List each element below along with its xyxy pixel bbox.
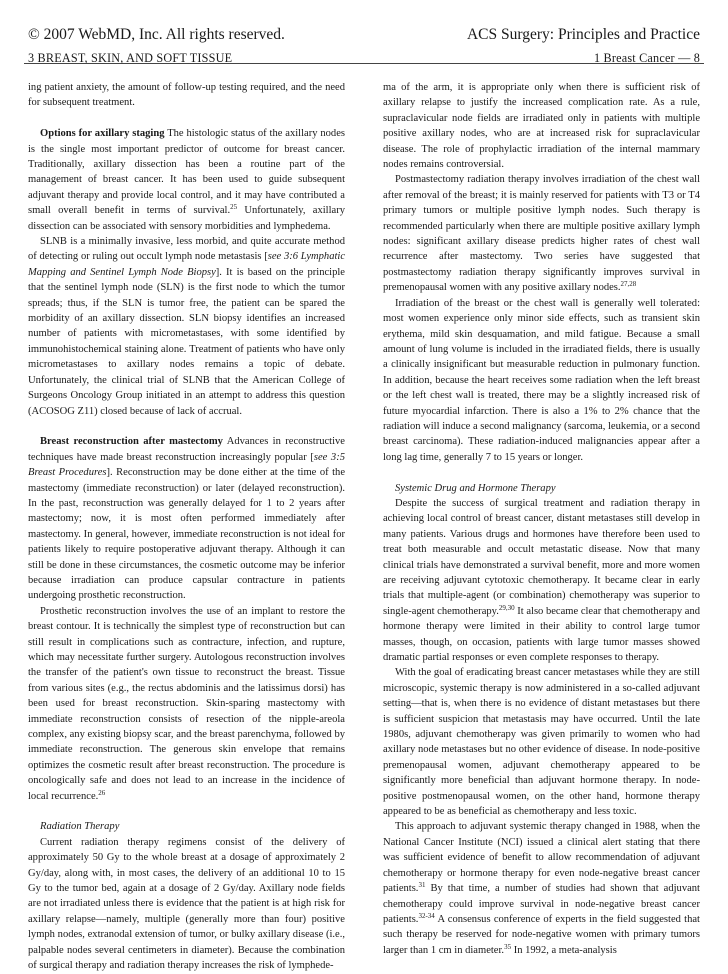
paragraph: This approach to adjuvant systemic therapy changed in 1988, when the National Cancer Institute (NCI) issued a clinical alert stating that there was sufficient evidence of benefit to allow recommendation of adjuvant chemotherapy or hormone therapy for even node-negative breast cancer patients.$^{31}$ By that time, a number of studies had shown that adjuvant chemotherapy could improve survival in node-negative breast cancer patients.$^{32-34}$ A consensus conference of experts in the field suggested that such therapy be reserved for node-negative women with primary tumors larger than 1 cm in diameter.$^{35}$ In 1992, a meta-analysis: [383, 821, 700, 956]
copyright-notice: © 2007 WebMD, Inc. All rights reserved.: [28, 26, 285, 43]
right-column: [383, 80, 700, 956]
paragraph: Postmastectomy radiation therapy involves irradiation of the chest wall after removal of the breast; it is mainly reserved for patients with T3 or T4 primary tumors or multiple positive lymph nodes. Such therapy is recommended particularly when there are multiple positive axillary lymph nodes: significant axillary disease predicts higher rates of chest wall recurrence after mastectomy. Two series have suggested that postmastectomy radiation therapy significantly improves survival in premenopausal women with any positive axillary nodes.$^{27,28}$: [383, 174, 700, 294]
citation: 35: [504, 942, 512, 951]
paragraph: ma of the arm, it is appropriate only when there is sufficient risk of axillary relapse to justify the increased complication rate. As a rule, supraclavicular node fields are irradiated only in patients with multiple positive axillary nodes, who are at increased risk for supraclavicular disease. The role of prophylactic irradiation of the internal mammary nodes remains controversial.: [383, 82, 700, 171]
paragraph: With the goal of eradicating breast cancer metastases while they are still microscopic, systemic therapy is now administered in a so-called adjuvant setting—that is, when there is no evidence of distant metastases but there is sufficient suspicion that metastasis may have occurred. Until the late 1980s, adjuvant chemotherapy was given primarily to women who had axillary node metastases but no other evidence of disease. In node-positive premenopausal women, adjuvant chemotherapy appeared to be significantly more beneficial than adjuvant hormone therapy. In node-positive postmenopausal women, on the other hand, hormone therapy appeared to be as beneficial as chemotherapy and less toxic.: [383, 667, 700, 818]
citation: 26: [98, 788, 106, 797]
citation: 27,28: [620, 280, 637, 289]
subsection-heading: Radiation Therapy: [40, 821, 120, 833]
paragraph: Current radiation therapy regimens consist of the delivery of approximately 50 Gy to the whole breast at a dosage of approximately 2 Gy/day, along with, in most cases, the delivery of an additional 10 to 15 Gy to the tumor bed, again at a dosage of 2 Gy/day. Axillary node fields are not irradiated unless there is evidence that the patient is at high risk for axillary relapse—namely, multiple (generally more than four) positive lymph nodes, extranodal extension of tumor, or bulky axillary disease (i.e., palpable nodes several centimeters in diameter). Because the combination of surgical therapy and radiation therapy increases the risk of lymphede-: [28, 836, 345, 972]
book-title: ACS Surgery: Principles and Practice: [466, 26, 700, 43]
paragraph: Irradiation of the breast or the chest wall is generally well tolerated: most women experience only minor side effects, such as transient skin erythema, mild skin desquamation, and mild fatigue. Because a small amount of lung volume is included in the irradiated fields, there is usually a clinically insignificant but measurable reduction in pulmonary function. In addition, because the heart receives some radiation when the left breast or the left chest wall is treated, there may be a slightly increased risk of future myocardial infarction. There is also a 1% to 2% chance that the radiation will induce a second malignancy (sarcoma, leukemia, or a second breast carcinoma). These radiation-induced malignancies appear after a long lag time, generally 7 to 15 years or longer.: [383, 297, 700, 463]
paragraph: Breast reconstruction after mastectomy Advances in reconstructive techniques have made breast reconstruction increasingly popular [see 3:5 Breast Procedures]. Reconstruction may be done either at the time of the mastectomy (immediate reconstruction) or later (delayed reconstruction). In the past, reconstruction was generally delayed for 1 to 2 years after mastectomy; now, it is most often performed immediately after mastectomy. In general, however, immediate reconstruction is not ideal for patients likely to require postoperative adjuvant therapy. Although it can still be done in these circumstances, the cosmetic outcome may be inferior because irradiation can produce capsular contracture in patients undergoing prosthetic reconstruction.: [28, 436, 345, 602]
subsection-heading: Systemic Drug and Hormone Therapy: [395, 482, 556, 494]
cross-reference: see 3:5 Breast Procedures: [28, 451, 345, 479]
paragraph: ing patient anxiety, the amount of follow-up testing required, and the need for subsequent treatment.: [28, 82, 345, 109]
citation: 25: [230, 203, 238, 212]
cross-reference: see 3:6 Lymphatic Mapping and Sentinel Lymph Node Biopsy: [28, 251, 346, 278]
paragraph: Prosthetic reconstruction involves the use of an implant to restore the breast contour. It is technically the simplest type of reconstruction but can still result in complications such as contracture, infection, and rupture, which may necessitate further surgery. Autologous reconstruction involves the transfer of the patient's own tissue to reconstruct the breast. Tissue from various sites (e.g., the rectus abdominis and the latissimus dorsi) has been used for breast reconstruction. Skin-sparing mastectomy with immediate reconstruction consists of resection of the nipple-areola complex, any existing biopsy scar, and the breast parenchyma, followed by immediate reconstruction. The generous skin envelope that remains optimizes the cosmetic result after breast reconstruction. The procedure is oncologically safe and does not lead to an increase in the incidence of local recurrence.$^{26}$: [28, 605, 345, 802]
paragraph: SLNB is a minimally invasive, less morbid, and quite accurate method of detecting or ruling out occult lymph node metastasis [see 3:6 Lymphatic Mapping and Sentinel Lymph Node Biopsy]. It is based on the principle that the sentinel lymph node (SLN) is the first node to which the tumor spreads; thus, if the SLN is tumor free, the patient can be spared the morbidity of an axillary dissection. SLN biopsy identifies an increased number of patients with micrometastases, with some identified by immunohistochemical staining alone. Treatment of patients who have only micrometastases to axillary nodes remains a topic of debate. Unfortunately, the clinical trial of SLNB that the American College of Surgeons Oncology Group initiated in an attempt to address this question (ACOSOG Z11) closed because of lack of accrual.: [28, 236, 346, 417]
section-label: 3 BREAST, SKIN, AND SOFT TISSUE: [28, 51, 233, 65]
paragraph: Options for axillary staging The histologic status of the axillary nodes is the single most important predictor of outcome for breast cancer. Traditionally, axillary dissection has been a routine part of the management of breast cancer. It has been used to guide subsequent adjuvant therapy and provide local control, and it may have contributed a small overall benefit in terms of survival.$^{25}$ Unfortunately, axillary dissection can be associated with sensory morbidities and lymphedema.: [28, 128, 345, 232]
header-divider: [24, 63, 704, 64]
citation: 29,30: [498, 603, 515, 612]
page-header: [28, 0, 700, 66]
chapter-page-label: 1 Breast Cancer — 8: [593, 51, 700, 65]
run-in-heading: Breast reconstruction after mastectomy: [40, 436, 223, 448]
left-column: [28, 80, 346, 972]
run-in-heading: Options for axillary staging: [40, 128, 165, 140]
citation: 32-34: [418, 911, 435, 920]
article-body: [28, 80, 700, 972]
citation: 31: [418, 881, 426, 890]
paragraph: Despite the success of surgical treatment and radiation therapy in achieving local control of breast cancer, distant metastases still develop in many patients. Various drugs and hormones have therefore been used to treat both measurable and occult metastatic disease. Now that many clinical trials have demonstrated a survival benefit, more and more women are receiving adjuvant cytotoxic chemotherapy. It became clear in early trials that multiple-agent (or combination) chemotherapy was superior to single-agent chemotherapy.$^{29,30}$ It also became clear that chemotherapy and hormone therapy were limited in their ability to control large tumor masses, though, on occasion, patients with large tumor masses showed dramatic partial responses or even complete responses to therapy.: [383, 497, 700, 664]
